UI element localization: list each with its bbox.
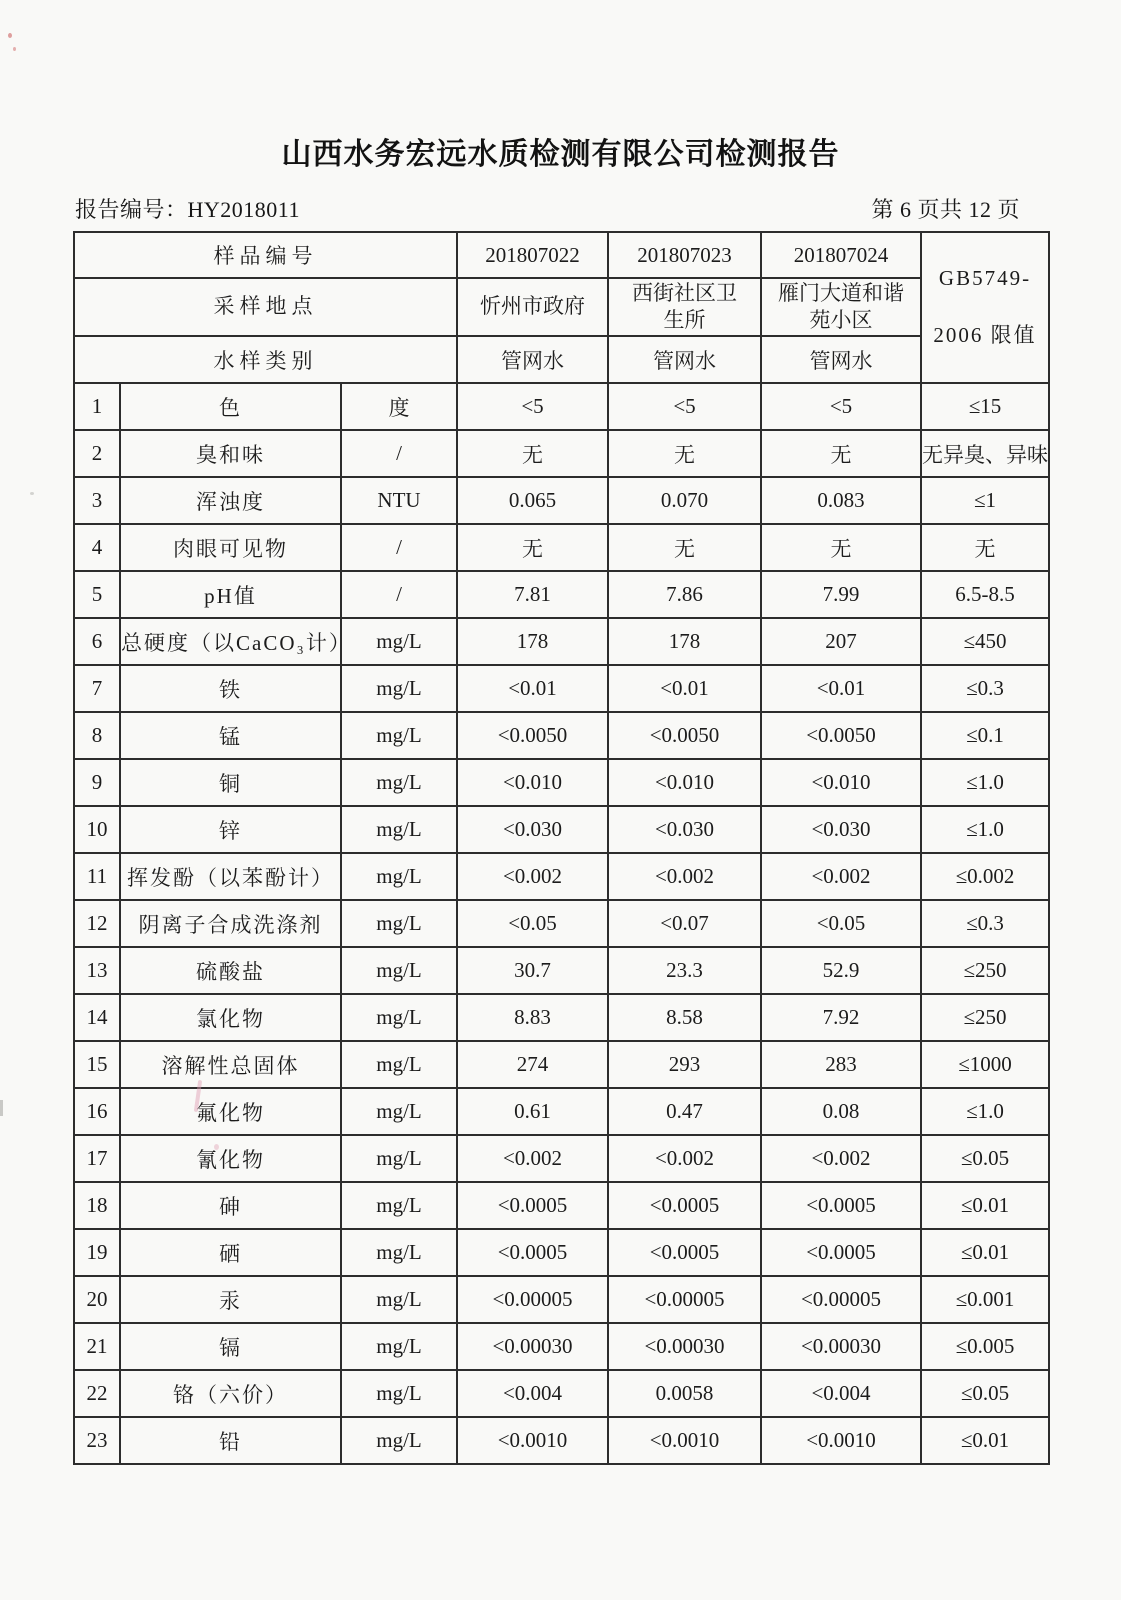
location-1: 忻州市政府: [457, 278, 608, 336]
cell-v3: <0.030: [761, 806, 921, 853]
cell-item: 汞: [120, 1276, 341, 1323]
cell-v3: 7.92: [761, 994, 921, 1041]
cell-v1: 无: [457, 524, 608, 571]
cell-limit: ≤0.1: [921, 712, 1049, 759]
table-row: [74, 618, 1049, 665]
cell-unit: mg/L: [341, 853, 457, 900]
cell-unit: mg/L: [341, 665, 457, 712]
cell-unit: mg/L: [341, 994, 457, 1041]
cell-unit: mg/L: [341, 1370, 457, 1417]
cell-unit: mg/L: [341, 806, 457, 853]
cell-item: 色: [120, 383, 341, 430]
cell-v2: 23.3: [608, 947, 761, 994]
cell-item: 臭和味: [120, 430, 341, 477]
cell-item: 锰: [120, 712, 341, 759]
cell-v1: 无: [457, 430, 608, 477]
cell-v2: <0.0005: [608, 1229, 761, 1276]
table-row: [74, 1088, 1049, 1135]
cell-unit: /: [341, 430, 457, 477]
cell-limit: ≤0.01: [921, 1229, 1049, 1276]
cell-v3: 207: [761, 618, 921, 665]
cell-v2: 0.47: [608, 1088, 761, 1135]
cell-v2: 0.0058: [608, 1370, 761, 1417]
location-2: 西街社区卫生所: [608, 278, 761, 336]
cell-v1: <0.004: [457, 1370, 608, 1417]
table-row: [74, 1041, 1049, 1088]
page-title: 山西水务宏远水质检测有限公司检测报告: [281, 138, 840, 171]
results-table-body: [74, 383, 1049, 1464]
cell-item: 阴离子合成洗涤剂: [120, 900, 341, 947]
cell-v2: <5: [608, 383, 761, 430]
cell-no: 19: [74, 1229, 120, 1276]
cell-limit: ≤0.3: [921, 665, 1049, 712]
cell-v3: <5: [761, 383, 921, 430]
cell-unit: mg/L: [341, 900, 457, 947]
cell-v3: 283: [761, 1041, 921, 1088]
header-row-sample-id: [74, 232, 1049, 278]
cell-v2: <0.030: [608, 806, 761, 853]
cell-unit: mg/L: [341, 759, 457, 806]
cell-unit: mg/L: [341, 1417, 457, 1464]
cell-v2: <0.0050: [608, 712, 761, 759]
cell-v3: <0.00030: [761, 1323, 921, 1370]
scan-speck: [30, 492, 34, 495]
cell-unit: mg/L: [341, 1276, 457, 1323]
cell-v3: <0.0010: [761, 1417, 921, 1464]
cell-v3: 无: [761, 524, 921, 571]
cell-v2: 无: [608, 430, 761, 477]
cell-v1: <0.0005: [457, 1182, 608, 1229]
cell-no: 4: [74, 524, 120, 571]
cell-item: 铅: [120, 1417, 341, 1464]
cell-item: 硫酸盐: [120, 947, 341, 994]
cell-v1: <0.01: [457, 665, 608, 712]
table-row: [74, 900, 1049, 947]
cell-v3: <0.00005: [761, 1276, 921, 1323]
cell-v2: <0.00030: [608, 1323, 761, 1370]
cell-v2: 无: [608, 524, 761, 571]
table-row: [74, 994, 1049, 1041]
sample-id-3: 201807024: [761, 232, 921, 278]
cell-v3: <0.010: [761, 759, 921, 806]
table-row: [74, 853, 1049, 900]
cell-no: 18: [74, 1182, 120, 1229]
cell-unit: /: [341, 571, 457, 618]
cell-limit: ≤1.0: [921, 1088, 1049, 1135]
limit-standard-line2: 2006 限值: [933, 323, 1037, 347]
results-table-header: [74, 232, 1049, 383]
cell-item: 硒: [120, 1229, 341, 1276]
report-number: 报告编号：HY2018011: [75, 197, 300, 222]
meta-row: [75, 193, 1020, 224]
type-label: 水样类别: [74, 336, 457, 383]
table-row: [74, 1229, 1049, 1276]
cell-limit: 6.5-8.5: [921, 571, 1049, 618]
cell-unit: mg/L: [341, 1323, 457, 1370]
cell-no: 1: [74, 383, 120, 430]
table-row: [74, 1417, 1049, 1464]
cell-v1: <0.002: [457, 853, 608, 900]
cell-unit: mg/L: [341, 1041, 457, 1088]
cell-limit: ≤0.01: [921, 1182, 1049, 1229]
cell-item: 锌: [120, 806, 341, 853]
table-row: [74, 712, 1049, 759]
cell-item: 镉: [120, 1323, 341, 1370]
cell-v3: 52.9: [761, 947, 921, 994]
sample-id-1: 201807022: [457, 232, 608, 278]
cell-limit: ≤250: [921, 947, 1049, 994]
cell-no: 10: [74, 806, 120, 853]
cell-no: 21: [74, 1323, 120, 1370]
cell-item: 铁: [120, 665, 341, 712]
cell-v2: <0.002: [608, 1135, 761, 1182]
cell-v1: 0.61: [457, 1088, 608, 1135]
cell-item: 铬（六价）: [120, 1370, 341, 1417]
limit-standard-label: [921, 232, 1049, 383]
cell-v1: <0.0010: [457, 1417, 608, 1464]
cell-no: 15: [74, 1041, 120, 1088]
table-row: [74, 1276, 1049, 1323]
table-row: [74, 1182, 1049, 1229]
cell-unit: mg/L: [341, 1135, 457, 1182]
cell-v1: 0.065: [457, 477, 608, 524]
cell-item: 肉眼可见物: [120, 524, 341, 571]
cell-no: 20: [74, 1276, 120, 1323]
cell-no: 6: [74, 618, 120, 665]
cell-v3: <0.002: [761, 1135, 921, 1182]
page-indicator: 第 6 页共 12 页: [871, 197, 1020, 222]
cell-v1: <0.010: [457, 759, 608, 806]
cell-v3: 0.08: [761, 1088, 921, 1135]
cell-limit: ≤0.3: [921, 900, 1049, 947]
cell-v2: <0.002: [608, 853, 761, 900]
cell-limit: ≤0.05: [921, 1370, 1049, 1417]
cell-v1: <0.05: [457, 900, 608, 947]
table-row: [74, 947, 1049, 994]
cell-no: 3: [74, 477, 120, 524]
cell-v3: <0.004: [761, 1370, 921, 1417]
cell-v1: <5: [457, 383, 608, 430]
cell-unit: /: [341, 524, 457, 571]
table-row: [74, 524, 1049, 571]
cell-v1: 274: [457, 1041, 608, 1088]
cell-item: 砷: [120, 1182, 341, 1229]
cell-v3: <0.01: [761, 665, 921, 712]
cell-v1: <0.00030: [457, 1323, 608, 1370]
sample-id-label: 样品编号: [74, 232, 457, 278]
table-row: [74, 430, 1049, 477]
cell-item: 氯化物: [120, 994, 341, 1041]
cell-v1: 30.7: [457, 947, 608, 994]
cell-v2: 7.86: [608, 571, 761, 618]
table-row: [74, 477, 1049, 524]
cell-v3: 7.99: [761, 571, 921, 618]
table-row: [74, 806, 1049, 853]
cell-limit: ≤1000: [921, 1041, 1049, 1088]
cell-v1: <0.00005: [457, 1276, 608, 1323]
sample-id-2: 201807023: [608, 232, 761, 278]
cell-item: 氟化物: [120, 1088, 341, 1135]
cell-no: 17: [74, 1135, 120, 1182]
cell-no: 7: [74, 665, 120, 712]
cell-item: pH值: [120, 571, 341, 618]
table-row: [74, 571, 1049, 618]
cell-limit: 无异臭、异味: [921, 430, 1049, 477]
type-1: 管网水: [457, 336, 608, 383]
cell-v1: 7.81: [457, 571, 608, 618]
cell-v2: <0.00005: [608, 1276, 761, 1323]
cell-item: 溶解性总固体: [120, 1041, 341, 1088]
cell-v2: 0.070: [608, 477, 761, 524]
cell-v1: <0.0005: [457, 1229, 608, 1276]
scan-speck: [0, 1100, 3, 1116]
cell-no: 16: [74, 1088, 120, 1135]
cell-unit: mg/L: [341, 618, 457, 665]
cell-item: 浑浊度: [120, 477, 341, 524]
table-row: [74, 759, 1049, 806]
type-2: 管网水: [608, 336, 761, 383]
cell-v3: <0.0050: [761, 712, 921, 759]
cell-no: 5: [74, 571, 120, 618]
cell-v2: <0.0005: [608, 1182, 761, 1229]
cell-v2: <0.010: [608, 759, 761, 806]
cell-v3: 无: [761, 430, 921, 477]
cell-v2: <0.0010: [608, 1417, 761, 1464]
cell-v3: 0.083: [761, 477, 921, 524]
cell-no: 11: [74, 853, 120, 900]
type-3: 管网水: [761, 336, 921, 383]
results-table: [73, 231, 1050, 1465]
cell-limit: ≤250: [921, 994, 1049, 1041]
cell-v2: 293: [608, 1041, 761, 1088]
cell-limit: ≤0.001: [921, 1276, 1049, 1323]
cell-limit: 无: [921, 524, 1049, 571]
cell-item: 总硬度（以CaCO₃计）: [120, 618, 341, 665]
cell-v3: <0.0005: [761, 1182, 921, 1229]
cell-v1: 8.83: [457, 994, 608, 1041]
cell-unit: mg/L: [341, 1229, 457, 1276]
cell-unit: mg/L: [341, 947, 457, 994]
cell-limit: ≤0.01: [921, 1417, 1049, 1464]
cell-item: 铜: [120, 759, 341, 806]
cell-v1: <0.002: [457, 1135, 608, 1182]
cell-item: 挥发酚（以苯酚计）: [120, 853, 341, 900]
table-row: [74, 665, 1049, 712]
location-3: 雁门大道和谐苑小区: [761, 278, 921, 336]
cell-no: 8: [74, 712, 120, 759]
cell-no: 22: [74, 1370, 120, 1417]
cell-limit: ≤0.005: [921, 1323, 1049, 1370]
cell-limit: ≤1: [921, 477, 1049, 524]
cell-no: 12: [74, 900, 120, 947]
cell-unit: mg/L: [341, 1182, 457, 1229]
limit-standard-line1: GB5749-: [938, 266, 1032, 290]
cell-no: 9: [74, 759, 120, 806]
cell-v1: 178: [457, 618, 608, 665]
cell-item: 氰化物: [120, 1135, 341, 1182]
cell-unit: 度: [341, 383, 457, 430]
cell-no: 13: [74, 947, 120, 994]
cell-no: 14: [74, 994, 120, 1041]
table-row: [74, 1135, 1049, 1182]
cell-v3: <0.05: [761, 900, 921, 947]
cell-limit: ≤0.05: [921, 1135, 1049, 1182]
cell-limit: ≤1.0: [921, 806, 1049, 853]
cell-unit: NTU: [341, 477, 457, 524]
cell-limit: ≤1.0: [921, 759, 1049, 806]
header-row-location: [74, 278, 1049, 336]
cell-v2: <0.01: [608, 665, 761, 712]
cell-no: 23: [74, 1417, 120, 1464]
scan-speck: [8, 33, 12, 38]
cell-v3: <0.002: [761, 853, 921, 900]
cell-unit: mg/L: [341, 1088, 457, 1135]
cell-limit: ≤0.002: [921, 853, 1049, 900]
cell-v3: <0.0005: [761, 1229, 921, 1276]
cell-v2: 8.58: [608, 994, 761, 1041]
table-row: [74, 1370, 1049, 1417]
cell-v1: <0.0050: [457, 712, 608, 759]
header-row-type: [74, 336, 1049, 383]
table-row: [74, 1323, 1049, 1370]
scan-speck: [13, 47, 16, 51]
cell-limit: ≤15: [921, 383, 1049, 430]
cell-v1: <0.030: [457, 806, 608, 853]
cell-v2: <0.07: [608, 900, 761, 947]
cell-no: 2: [74, 430, 120, 477]
cell-unit: mg/L: [341, 712, 457, 759]
location-label: 采样地点: [74, 278, 457, 336]
cell-limit: ≤450: [921, 618, 1049, 665]
table-row: [74, 383, 1049, 430]
cell-v2: 178: [608, 618, 761, 665]
